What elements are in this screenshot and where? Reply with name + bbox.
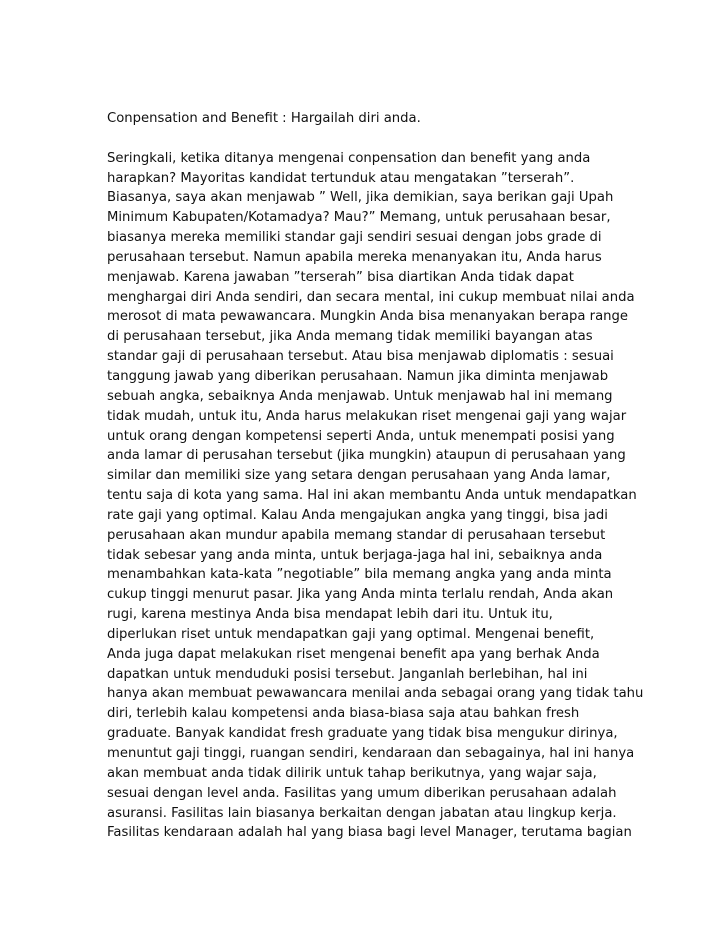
text-line: biasanya mereka memiliki standar gaji sendiri sesuai dengan jobs grade di xyxy=(107,230,602,246)
text-line: menghargai diri Anda sendiri, dan secara mental, ini cukup membuat nilai anda xyxy=(107,289,635,305)
text-line: harapkan? Mayoritas kandidat tertunduk atau mengatakan ”terserah”. xyxy=(107,170,575,186)
body-paragraph xyxy=(107,149,644,844)
text-line: dapatkan untuk menduduki posisi tersebut. Janganlah berlebihan, hal ini xyxy=(107,666,588,682)
text-line: menambahkan kata-kata ”negotiable” bila memang angka yang anda minta xyxy=(107,567,612,583)
text-line: diperlukan riset untuk mendapatkan gaji yang optimal. Mengenai benefit, xyxy=(107,626,595,642)
text-line: perusahaan tersebut. Namun apabila mereka menanyakan itu, Anda harus xyxy=(107,249,602,265)
text-line: akan membuat anda tidak dilirik untuk tahap berikutnya, yang wajar saja, xyxy=(107,765,597,781)
text-line: Anda juga dapat melakukan riset mengenai benefit apa yang berhak Anda xyxy=(107,646,600,662)
text-line: Biasanya, saya akan menjawab ” Well, jika demikian, saya berikan gaji Upah xyxy=(107,190,614,206)
text-line: menjawab. Karena jawaban ”terserah” bisa diartikan Anda tidak dapat xyxy=(107,269,574,285)
text-line: anda lamar di perusahan tersebut (jika mungkin) ataupun di perusahaan yang xyxy=(107,448,626,464)
text-line: Seringkali, ketika ditanya mengenai conpensation dan benefit yang anda xyxy=(107,150,591,166)
document-title: Conpensation and Benefit : Hargailah diri anda. xyxy=(107,111,421,126)
text-line: menuntut gaji tinggi, ruangan sendiri, kendaraan dan sebagainya, hal ini hanya xyxy=(107,746,635,761)
paragraph-spacer xyxy=(107,129,629,149)
text-line: cukup tinggi menurut pasar. Jika yang Anda minta terlalu rendah, Anda akan xyxy=(107,587,614,603)
text-line: perusahaan akan mundur apabila memang standar di perusahaan tersebut xyxy=(107,527,606,543)
text-line: standar gaji di perusahaan tersebut. Atau bisa menjawab diplomatis : sesuai xyxy=(107,349,614,365)
text-line: tidak sebesar yang anda minta, untuk berjaga-jaga hal ini, sebaiknya anda xyxy=(107,547,603,563)
text-line: tidak mudah, untuk itu, Anda harus melakukan riset mengenai gaji yang wajar xyxy=(107,408,627,424)
text-line: Fasilitas kendaraan adalah hal yang biasa bagi level Manager, terutama bagian xyxy=(107,825,632,841)
text-line: di perusahaan tersebut, jika Anda memang tidak memiliki bayangan atas xyxy=(107,329,593,345)
text-line: sesuai dengan level anda. Fasilitas yang umum diberikan perusahaan adalah xyxy=(107,785,617,801)
text-line: tentu saja di kota yang sama. Hal ini akan membantu Anda untuk mendapatkan xyxy=(107,488,637,504)
text-line: Minimum Kabupaten/Kotamadya? Mau?” Memang, untuk perusahaan besar, xyxy=(107,210,611,226)
text-line: similar dan memiliki size yang setara dengan perusahaan yang Anda lamar, xyxy=(107,468,611,484)
text-line: asuransi. Fasilitas lain biasanya berkaitan dengan jabatan atau lingkup kerja. xyxy=(107,805,617,821)
document-content xyxy=(107,109,644,843)
text-line: sebuah angka, sebaiknya Anda menjawab. Untuk menjawab hal ini memang xyxy=(107,388,613,404)
text-line: rate gaji yang optimal. Kalau Anda mengajukan angka yang tinggi, bisa jadi xyxy=(107,507,608,523)
text-line: rugi, karena mestinya Anda bisa mendapat lebih dari itu. Untuk itu, xyxy=(107,607,553,623)
text-line: merosot di mata pewawancara. Mungkin Anda bisa menanyakan berapa range xyxy=(107,309,629,325)
text-line: untuk orang dengan kompetensi seperti Anda, untuk menempati posisi yang xyxy=(107,428,615,444)
text-line: graduate. Banyak kandidat fresh graduate yang tidak bisa mengukur dirinya, xyxy=(107,726,618,742)
text-line: hanya akan membuat pewawancara menilai anda sebagai orang yang tidak tahu xyxy=(107,686,644,702)
text-line: tanggung jawab yang diberikan perusahaan. Namun jika diminta menjawab xyxy=(107,368,609,384)
text-line: diri, terlebih kalau kompetensi anda biasa-biasa saja atau bahkan fresh xyxy=(107,706,580,722)
